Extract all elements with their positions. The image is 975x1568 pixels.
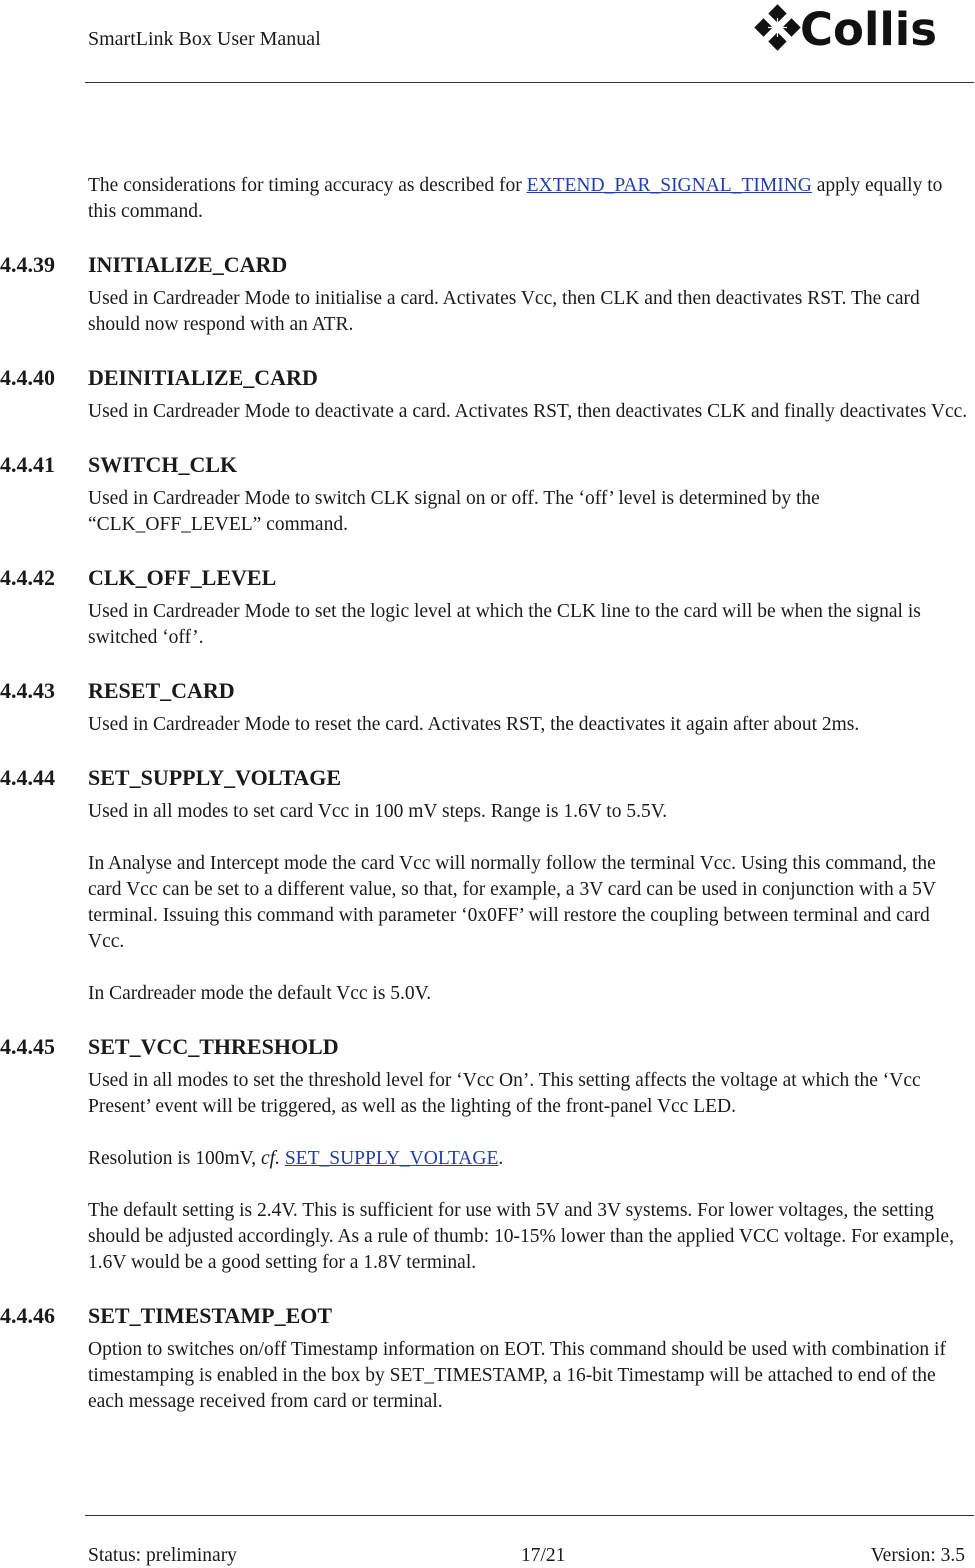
section-paragraph: Used in Cardreader Mode to set the logic level at which the CLK line to the card will be when the signal is switched ‘off’.: [88, 601, 921, 648]
section-paragraph: In Analyse and Intercept mode the card Vcc will normally follow the terminal Vcc. Using this command, the card Vcc can be set to a different value, so that, for example, a 3V card can be used in conjunction with a 5V terminal. Issuing this command with parameter ‘0x0FF’ will restore the coupling between terminal and card Vcc.: [88, 853, 936, 952]
section-paragraph: Option to switches on/off Timestamp information on EOT. This command should be used with combination if timestamping is enabled in the box by SET_TIMESTAMP, a 16-bit Timestamp will be attached to end of the each message received from card or terminal.: [88, 1339, 946, 1412]
section-number: 4.4.43: [0, 678, 55, 703]
section-number: 4.4.39: [0, 252, 55, 277]
section-deinitialize-card: [0, 365, 975, 425]
section-number: 4.4.41: [0, 452, 55, 477]
section-title: SET_TIMESTAMP_EOT: [88, 1303, 333, 1328]
section-heading: [0, 1303, 975, 1329]
section-number: 4.4.44: [0, 765, 55, 790]
section-set-supply-voltage: [0, 765, 975, 1007]
section-title: SET_VCC_THRESHOLD: [88, 1034, 339, 1059]
section-paragraph: In Cardreader mode the default Vcc is 5.0V.: [88, 983, 432, 1004]
section-initialize-card: [0, 252, 975, 338]
collis-logo: [752, 2, 974, 56]
section-title: CLK_OFF_LEVEL: [88, 565, 277, 590]
document-title: SmartLink Box User Manual: [88, 28, 321, 50]
section-title: SET_SUPPLY_VOLTAGE: [88, 765, 342, 790]
section-number: 4.4.42: [0, 565, 55, 590]
section-set-vcc-threshold: [0, 1034, 975, 1276]
section-title: INITIALIZE_CARD: [88, 252, 288, 277]
page-number: 17/21: [521, 1545, 566, 1566]
section-title: SWITCH_CLK: [88, 452, 238, 477]
section-heading: [0, 678, 975, 704]
section-paragraph: Used in all modes to set card Vcc in 100 mV steps. Range is 1.6V to 5.5V.: [88, 801, 668, 822]
status-label: Status: preliminary: [88, 1545, 237, 1566]
section-number: 4.4.45: [0, 1034, 55, 1059]
intro-paragraph: The considerations for timing accuracy as described for EXTEND_PAR_SIGNAL_TIMING apply equally to this command.: [88, 175, 943, 222]
section-number: 4.4.40: [0, 365, 55, 390]
section-heading: [0, 252, 975, 278]
section-paragraph: Used in Cardreader Mode to switch CLK signal on or off. The ‘off’ level is determined by the “CLK_OFF_LEVEL” command.: [88, 488, 820, 535]
section-heading: [0, 565, 975, 591]
diamond-logo-icon: [752, 4, 802, 54]
section-title: RESET_CARD: [88, 678, 235, 703]
section-paragraph: The default setting is 2.4V. This is sufficient for use with 5V and 3V systems. For lower voltages, the setting should be adjusted accordingly. As a rule of thumb: 10-15% lower than the applied VCC voltage. For example, 1.6V would be a good setting for a 1.8V terminal.: [88, 1200, 954, 1273]
section-reset-card: [0, 678, 975, 738]
footer-divider: [85, 1515, 974, 1516]
set-supply-voltage-link[interactable]: SET_SUPPLY_VOLTAGE: [284, 1148, 499, 1169]
section-heading: [0, 1034, 975, 1060]
section-heading: [0, 452, 975, 478]
section-title: DEINITIALIZE_CARD: [88, 365, 318, 390]
page-content: [0, 173, 975, 1415]
section-clk-off-level: [0, 565, 975, 651]
version-label: Version: 3.5: [870, 1545, 965, 1566]
section-paragraph: Used in Cardreader Mode to reset the card. Activates RST, the deactivates it again after about 2ms.: [88, 714, 860, 735]
header-divider: [85, 82, 974, 83]
resolution-paragraph: Resolution is 100mV, cf. SET_SUPPLY_VOLTAGE.: [88, 1148, 504, 1169]
section-paragraph: Used in Cardreader Mode to deactivate a card. Activates RST, then deactivates CLK and finally deactivates Vcc.: [88, 401, 968, 422]
extend-par-signal-timing-link[interactable]: EXTEND_PAR_SIGNAL_TIMING: [526, 175, 812, 196]
section-set-timestamp-eot: [0, 1303, 975, 1415]
section-heading: [0, 365, 975, 391]
section-paragraph: Used in Cardreader Mode to initialise a card. Activates Vcc, then CLK and then deactivates RST. The card should now respond with an ATR.: [88, 288, 920, 335]
section-number: 4.4.46: [0, 1303, 55, 1328]
section-paragraph: Used in all modes to set the threshold level for ‘Vcc On’. This setting affects the voltage at which the ‘Vcc Present’ event will be triggered, as well as the lighting of the front-panel Vcc LED.: [88, 1070, 921, 1117]
section-heading: [0, 765, 975, 791]
logo-text: Collis: [800, 2, 937, 56]
section-switch-clk: [0, 452, 975, 538]
